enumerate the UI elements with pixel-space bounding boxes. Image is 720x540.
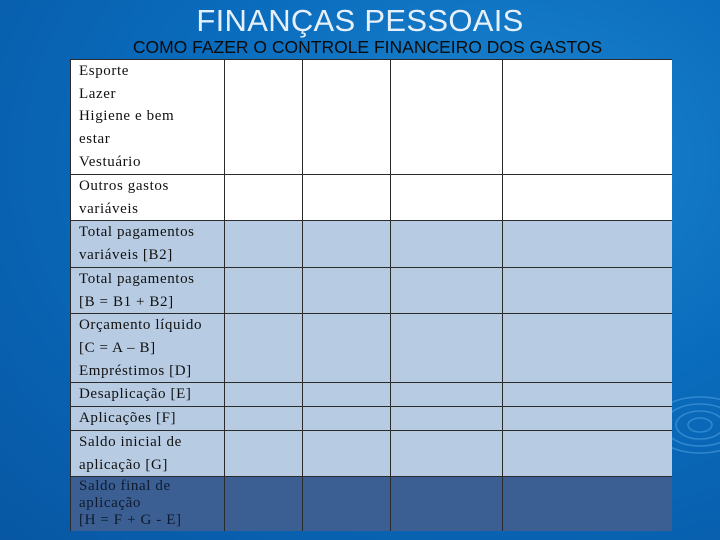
empty-cell <box>503 477 673 531</box>
empty-cell <box>303 60 391 175</box>
table-row <box>71 431 673 477</box>
row-label: Outros gastos variáveis <box>79 178 169 217</box>
row-label: Total pagamentos variáveis [B2] <box>79 224 195 264</box>
empty-cell <box>391 314 503 383</box>
table-row <box>71 267 673 313</box>
table-row <box>71 60 673 175</box>
empty-cell <box>303 431 391 477</box>
empty-cell <box>391 60 503 175</box>
row-label: Saldo final de aplicação [H = F + G - E] <box>79 478 182 529</box>
empty-cell <box>503 407 673 431</box>
empty-cell <box>503 267 673 313</box>
table-row <box>71 175 673 221</box>
empty-cell <box>303 477 391 531</box>
empty-cell <box>225 431 303 477</box>
table-row <box>71 383 673 407</box>
table-row <box>71 407 673 431</box>
row-label: Total pagamentos [B = B1 + B2] <box>79 270 195 310</box>
empty-cell <box>503 60 673 175</box>
empty-cell <box>391 221 503 267</box>
row-label-cell <box>71 60 225 175</box>
empty-cell <box>303 221 391 267</box>
row-label: Esporte Lazer Higiene e bem estar Vestuário <box>79 63 175 170</box>
empty-cell <box>225 383 303 407</box>
empty-cell <box>303 407 391 431</box>
row-label-cell <box>71 175 225 221</box>
table-row <box>71 477 673 531</box>
row-label-cell <box>71 431 225 477</box>
empty-cell <box>225 314 303 383</box>
empty-cell <box>391 407 503 431</box>
empty-cell <box>503 431 673 477</box>
row-label-cell <box>71 407 225 431</box>
row-label: Orçamento líquido [C = A – B] Empréstimos [D] <box>79 317 203 379</box>
row-label: Desaplicação [E] <box>79 386 192 403</box>
row-label-cell <box>71 383 225 407</box>
row-label-cell <box>71 267 225 313</box>
empty-cell <box>303 267 391 313</box>
empty-cell <box>391 175 503 221</box>
slide-subtitle: COMO FAZER O CONTROLE FINANCEIRO DOS GASTOS <box>132 37 603 57</box>
row-label-cell <box>71 314 225 383</box>
empty-cell <box>503 221 673 267</box>
empty-cell <box>503 175 673 221</box>
row-label-cell <box>71 477 225 531</box>
empty-cell <box>503 383 673 407</box>
empty-cell <box>225 60 303 175</box>
empty-cell <box>391 431 503 477</box>
empty-cell <box>225 407 303 431</box>
empty-cell <box>225 267 303 313</box>
table-row <box>71 314 673 383</box>
empty-cell <box>391 383 503 407</box>
row-label: Aplicações [F] <box>79 410 177 427</box>
row-label-cell <box>71 221 225 267</box>
empty-cell <box>225 175 303 221</box>
row-label: Saldo inicial de aplicação [G] <box>79 434 182 473</box>
empty-cell <box>303 175 391 221</box>
empty-cell <box>225 477 303 531</box>
empty-cell <box>225 221 303 267</box>
empty-cell <box>503 314 673 383</box>
finance-table <box>70 59 672 531</box>
empty-cell <box>303 383 391 407</box>
empty-cell <box>391 267 503 313</box>
slide-title: FINANÇAS PESSOAIS <box>196 3 524 38</box>
table-row <box>71 221 673 267</box>
empty-cell <box>391 477 503 531</box>
empty-cell <box>303 314 391 383</box>
